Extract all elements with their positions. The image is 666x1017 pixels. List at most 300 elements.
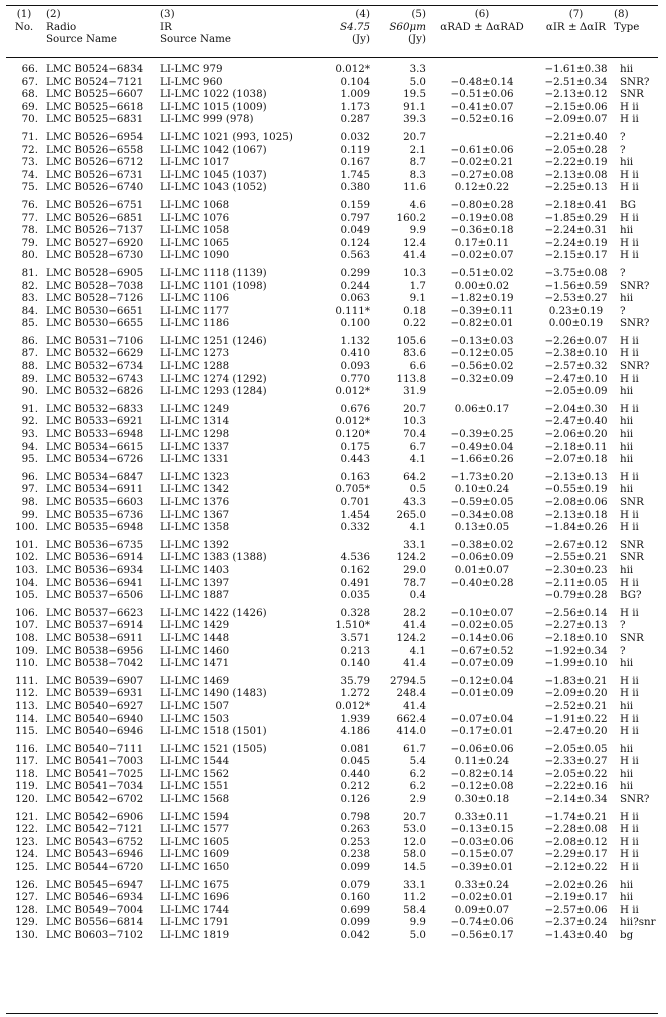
table-row xyxy=(6,63,658,76)
radio-source-name: LMC B0543−6752 xyxy=(46,835,144,848)
ir-source-name: LI-LMC 1288 xyxy=(160,360,230,373)
table-row xyxy=(6,713,658,726)
row-number: 66. xyxy=(21,63,38,75)
source-type: H ii xyxy=(620,168,639,181)
source-type: hii xyxy=(620,767,634,780)
alpha-ir: −1.99±0.10 xyxy=(544,657,608,670)
table-row xyxy=(6,780,658,793)
row-number: 93. xyxy=(21,428,38,441)
alpha-ir: −2.24±0.31 xyxy=(544,224,608,237)
row-number: 129. xyxy=(15,916,38,929)
radio-source-name: LMC B0539−6907 xyxy=(46,674,144,687)
ir-source-name: LI-LMC 1562 xyxy=(160,767,230,780)
ir-source-name: LI-LMC 1273 xyxy=(160,347,230,360)
alpha-ir: −2.12±0.22 xyxy=(544,861,608,874)
ir-source-name: LI-LMC 1609 xyxy=(160,848,230,861)
source-type: H ii xyxy=(620,521,639,534)
flux-60um: 6.6 xyxy=(409,360,426,373)
source-type: H ii xyxy=(620,113,639,126)
flux-60um: 124.2 xyxy=(396,551,426,564)
alpha-ir: −2.57±0.06 xyxy=(544,903,608,916)
source-type: SNR? xyxy=(620,793,650,806)
radio-source-name: LMC B0541−7025 xyxy=(46,767,144,780)
row-number: 89. xyxy=(21,372,38,385)
table-row xyxy=(6,836,658,849)
radio-source-name: LMC B0532−6826 xyxy=(46,385,144,398)
source-type: hii xyxy=(620,63,634,75)
alpha-rad: −0.51±0.02 xyxy=(450,266,514,279)
row-number: 101. xyxy=(15,538,38,551)
ir-source-name: LI-LMC 1503 xyxy=(160,712,230,725)
ir-source-name: LI-LMC 1022 (1038) xyxy=(160,88,267,101)
radio-source-name: LMC B0524−7121 xyxy=(46,75,144,88)
alpha-rad xyxy=(426,589,538,602)
ir-source-name: LI-LMC 1429 xyxy=(160,619,230,632)
header-col-8: (8) Type xyxy=(614,8,640,33)
flux-60um: 53.0 xyxy=(403,823,426,836)
radio-source-name: LMC B0542−7121 xyxy=(46,823,144,836)
source-type: H ii xyxy=(620,712,639,725)
alpha-ir: 0.23±0.19 xyxy=(548,304,604,317)
ir-source-name: LI-LMC 1887 xyxy=(160,589,230,602)
ir-source-name: LI-LMC 1376 xyxy=(160,496,230,508)
alpha-ir: −2.15±0.06 xyxy=(544,100,608,113)
table-row xyxy=(6,916,658,929)
ir-source-name: LI-LMC 1819 xyxy=(160,929,230,941)
alpha-rad xyxy=(426,63,538,76)
alpha-ir: −2.13±0.12 xyxy=(544,88,608,101)
table-row xyxy=(6,725,658,738)
alpha-rad: −1.73±0.20 xyxy=(450,470,514,483)
radio-source-name: LMC B0540−6940 xyxy=(46,712,144,725)
flux-4-75: 0.063 xyxy=(340,292,370,305)
ir-source-name: LI-LMC 1469 xyxy=(160,674,230,687)
ir-source-name: LI-LMC 1568 xyxy=(160,793,230,806)
alpha-ir: −2.47±0.10 xyxy=(544,372,608,385)
flux-60um: 41.4 xyxy=(403,619,426,632)
ir-source-name: LI-LMC 979 xyxy=(160,63,223,75)
flux-4-75: 0.159 xyxy=(340,198,370,211)
alpha-ir: −2.05±0.09 xyxy=(544,385,608,398)
alpha-ir: −1.43±0.40 xyxy=(544,929,608,941)
flux-60um: 61.7 xyxy=(403,742,426,755)
radio-source-name: LMC B0526−6731 xyxy=(46,168,144,181)
top-rule xyxy=(6,5,658,6)
alpha-rad: −0.13±0.03 xyxy=(450,334,514,347)
ir-source-name: LI-LMC 1403 xyxy=(160,563,230,576)
alpha-ir: −2.56±0.14 xyxy=(544,606,608,619)
flux-60um: 58.0 xyxy=(403,848,426,861)
row-number: 96. xyxy=(21,470,38,483)
row-number: 119. xyxy=(15,780,38,793)
source-type: H ii xyxy=(620,861,639,874)
header-col-2: (2) Radio Source Name xyxy=(46,8,117,45)
radio-source-name: LMC B0526−6558 xyxy=(46,143,144,156)
row-number: 71. xyxy=(21,130,38,143)
alpha-rad: 0.30±0.18 xyxy=(454,793,510,806)
table-row xyxy=(6,330,658,348)
source-type: ? xyxy=(620,130,626,143)
ir-source-name: LI-LMC 1650 xyxy=(160,861,230,874)
flux-4-75: 0.410 xyxy=(340,347,370,360)
table-row xyxy=(6,224,658,237)
row-number: 120. xyxy=(15,793,38,806)
alpha-ir: −2.04±0.30 xyxy=(544,402,608,415)
row-number: 90. xyxy=(21,385,38,398)
ir-source-name: LI-LMC 1696 xyxy=(160,891,230,904)
flux-60um: 4.1 xyxy=(409,644,426,657)
ir-source-name: LI-LMC 1342 xyxy=(160,483,230,496)
alpha-ir: −2.24±0.19 xyxy=(544,236,608,249)
flux-60um: 5.0 xyxy=(409,75,426,88)
table-row xyxy=(6,509,658,522)
flux-60um: 9.9 xyxy=(409,916,426,929)
row-number: 122. xyxy=(15,823,38,836)
flux-60um: 2.9 xyxy=(409,793,426,806)
table-row xyxy=(6,738,658,756)
flux-60um: 414.0 xyxy=(396,725,426,738)
table-row xyxy=(6,551,658,564)
radio-source-name: LMC B0545−6947 xyxy=(46,878,144,891)
ir-source-name: LI-LMC 1577 xyxy=(160,823,230,836)
source-type: SNR? xyxy=(620,279,650,292)
row-number: 116. xyxy=(15,742,38,755)
flux-4-75: 0.100 xyxy=(340,317,370,330)
alpha-rad: −0.12±0.04 xyxy=(450,674,514,687)
table-row xyxy=(6,347,658,360)
radio-source-name: LMC B0539−6931 xyxy=(46,687,144,700)
row-number: 91. xyxy=(21,402,38,415)
table-row xyxy=(6,496,658,509)
ir-source-name: LI-LMC 1101 (1098) xyxy=(160,279,267,292)
alpha-ir: −2.27±0.13 xyxy=(544,619,608,632)
ir-source-name: LI-LMC 1383 (1388) xyxy=(160,551,267,564)
flux-60um: 41.4 xyxy=(403,249,426,262)
flux-60um: 12.0 xyxy=(403,835,426,848)
flux-60um: 58.4 xyxy=(403,903,426,916)
flux-4-75 xyxy=(320,534,370,552)
alpha-ir: −2.52±0.21 xyxy=(544,699,608,712)
table-row xyxy=(6,848,658,861)
table-row xyxy=(6,891,658,904)
alpha-ir: −2.14±0.34 xyxy=(544,793,608,806)
table-row xyxy=(6,632,658,645)
flux-60um: 83.6 xyxy=(403,347,426,360)
table-row xyxy=(6,657,658,670)
radio-source-name: LMC B0534−6847 xyxy=(46,470,144,483)
radio-source-name: LMC B0532−6743 xyxy=(46,372,144,385)
row-number: 123. xyxy=(15,835,38,848)
alpha-ir: −2.18±0.10 xyxy=(544,631,608,644)
flux-4-75: 1.272 xyxy=(340,687,370,700)
flux-4-75: 1.745 xyxy=(340,168,370,181)
radio-source-name: LMC B0524−6834 xyxy=(46,63,144,75)
alpha-rad: 0.00±0.02 xyxy=(454,279,510,292)
ir-source-name: LI-LMC 1298 xyxy=(160,428,230,441)
radio-source-name: LMC B0537−6506 xyxy=(46,589,144,602)
source-type: hii xyxy=(620,453,634,466)
alpha-ir: −2.18±0.41 xyxy=(544,198,608,211)
flux-60um: 0.5 xyxy=(409,483,426,496)
flux-60um: 0.4 xyxy=(409,589,426,602)
flux-4-75: 4.536 xyxy=(340,551,370,564)
alpha-rad: −0.49±0.04 xyxy=(450,440,514,453)
alpha-rad: −1.66±0.26 xyxy=(450,453,514,466)
row-number: 130. xyxy=(15,929,38,941)
ir-source-name: LI-LMC 1675 xyxy=(160,878,230,891)
row-number: 115. xyxy=(15,725,38,738)
row-number: 125. xyxy=(15,861,38,874)
alpha-rad: −0.12±0.05 xyxy=(450,347,514,360)
ir-source-name: LI-LMC 1118 (1139) xyxy=(160,266,267,279)
source-type: H ii xyxy=(620,347,639,360)
flux-60um: 14.5 xyxy=(403,861,426,874)
flux-4-75: 0.238 xyxy=(340,848,370,861)
table-row xyxy=(6,806,658,824)
table-row xyxy=(6,262,658,280)
table-row xyxy=(6,577,658,590)
flux-4-75: 0.012* xyxy=(335,415,370,428)
table-header xyxy=(6,8,658,46)
flux-4-75: 4.186 xyxy=(340,725,370,738)
table-row xyxy=(6,212,658,225)
row-number: 109. xyxy=(15,644,38,657)
ir-source-name: LI-LMC 1076 xyxy=(160,211,230,224)
alpha-ir: −2.05±0.28 xyxy=(544,143,608,156)
alpha-rad xyxy=(426,385,538,398)
flux-60um: 10.3 xyxy=(403,415,426,428)
flux-4-75: 0.244 xyxy=(340,279,370,292)
source-type: hii xyxy=(620,878,634,891)
flux-60um: 4.1 xyxy=(409,453,426,466)
alpha-ir: −2.05±0.22 xyxy=(544,767,608,780)
flux-4-75: 0.797 xyxy=(340,211,370,224)
alpha-rad: −0.10±0.07 xyxy=(450,606,514,619)
ir-source-name: LI-LMC 1021 (993, 1025) xyxy=(160,130,293,143)
ir-source-name: LI-LMC 1090 xyxy=(160,249,230,262)
flux-4-75: 0.443 xyxy=(340,453,370,466)
ir-source-name: LI-LMC 1065 xyxy=(160,236,230,249)
flux-4-75: 0.253 xyxy=(340,835,370,848)
row-number: 88. xyxy=(21,360,38,373)
alpha-ir: −1.74±0.21 xyxy=(544,810,608,823)
row-number: 105. xyxy=(15,589,38,602)
ir-source-name: LI-LMC 960 xyxy=(160,75,223,88)
flux-4-75: 1.132 xyxy=(340,334,370,347)
ir-source-name: LI-LMC 1323 xyxy=(160,470,230,483)
flux-4-75: 0.140 xyxy=(340,657,370,670)
alpha-rad: 0.12±0.22 xyxy=(454,181,510,194)
row-number: 73. xyxy=(21,156,38,169)
flux-4-75: 3.571 xyxy=(340,631,370,644)
source-type: H ii xyxy=(620,334,639,347)
source-type: ? xyxy=(620,619,626,632)
alpha-ir: −2.47±0.40 xyxy=(544,415,608,428)
flux-4-75: 0.163 xyxy=(340,470,370,483)
flux-60um: 28.2 xyxy=(403,606,426,619)
alpha-ir: −2.51±0.34 xyxy=(544,75,608,88)
flux-4-75: 0.798 xyxy=(340,810,370,823)
table-row xyxy=(6,602,658,620)
alpha-rad: −0.39±0.11 xyxy=(450,304,514,317)
ir-source-name: LI-LMC 1017 xyxy=(160,156,230,169)
radio-source-name: LMC B0536−6934 xyxy=(46,563,144,576)
flux-4-75: 0.032 xyxy=(340,130,370,143)
radio-source-name: LMC B0534−6615 xyxy=(46,440,144,453)
row-number: 126. xyxy=(15,878,38,891)
source-type: BG? xyxy=(620,589,642,602)
row-number: 81. xyxy=(21,266,38,279)
source-type: hii xyxy=(620,657,634,670)
ir-source-name: LI-LMC 1422 (1426) xyxy=(160,606,267,619)
radio-source-name: LMC B0603−7102 xyxy=(46,929,144,941)
alpha-ir: −2.33±0.27 xyxy=(544,755,608,768)
alpha-rad: −0.39±0.25 xyxy=(450,428,514,441)
flux-4-75: 0.081 xyxy=(340,742,370,755)
row-number: 121. xyxy=(15,810,38,823)
flux-4-75: 0.167 xyxy=(340,156,370,169)
flux-60um: 11.2 xyxy=(403,891,426,904)
alpha-ir: −2.57±0.32 xyxy=(544,360,608,373)
alpha-rad: −0.13±0.15 xyxy=(450,823,514,836)
ir-source-name: LI-LMC 1518 (1501) xyxy=(160,725,267,738)
alpha-ir: −2.30±0.23 xyxy=(544,563,608,576)
ir-source-name: LI-LMC 1314 xyxy=(160,415,230,428)
flux-60um: 5.4 xyxy=(409,755,426,768)
table-row xyxy=(6,589,658,602)
source-type: H ii xyxy=(620,848,639,861)
radio-source-name: LMC B0546−6934 xyxy=(46,891,144,904)
alpha-rad: 0.09±0.07 xyxy=(454,903,510,916)
flux-4-75: 0.079 xyxy=(340,878,370,891)
flux-60um: 39.3 xyxy=(403,113,426,126)
source-type: SNR xyxy=(620,538,644,551)
alpha-ir: −2.26±0.07 xyxy=(544,334,608,347)
alpha-rad: 0.01±0.07 xyxy=(454,563,510,576)
source-type: ? xyxy=(620,266,626,279)
flux-4-75: 0.012* xyxy=(335,63,370,75)
flux-4-75: 1.454 xyxy=(340,508,370,521)
ir-source-name: LI-LMC 1042 (1067) xyxy=(160,143,267,156)
alpha-rad: −0.34±0.08 xyxy=(450,508,514,521)
flux-60um: 10.3 xyxy=(403,266,426,279)
source-type: hii xyxy=(620,699,634,712)
source-type: H ii xyxy=(620,606,639,619)
alpha-rad: −0.07±0.09 xyxy=(450,657,514,670)
source-type: hii xyxy=(620,292,634,305)
alpha-ir: −2.21±0.40 xyxy=(544,130,608,143)
header-col-4: (4) S4.75 (Jy) xyxy=(340,8,370,45)
flux-4-75: 0.012* xyxy=(335,699,370,712)
radio-source-name: LMC B0542−6906 xyxy=(46,810,144,823)
source-type: hii?snr xyxy=(620,916,656,929)
flux-60um: 6.7 xyxy=(409,440,426,453)
table-row xyxy=(6,861,658,874)
row-number: 110. xyxy=(15,657,38,670)
radio-source-name: LMC B0537−6914 xyxy=(46,619,144,632)
alpha-ir: −0.79±0.28 xyxy=(544,589,608,602)
radio-source-name: LMC B0534−6726 xyxy=(46,453,144,466)
source-type: hii xyxy=(620,440,634,453)
flux-60um: 43.3 xyxy=(403,496,426,508)
table-row xyxy=(6,292,658,305)
table-row xyxy=(6,373,658,386)
alpha-rad: −0.56±0.17 xyxy=(450,929,514,941)
row-number: 74. xyxy=(21,168,38,181)
alpha-ir: −2.13±0.08 xyxy=(544,168,608,181)
alpha-rad: −0.82±0.01 xyxy=(450,317,514,330)
radio-source-name: LMC B0536−6941 xyxy=(46,576,144,589)
flux-60um: 6.2 xyxy=(409,780,426,793)
ir-source-name: LI-LMC 1249 xyxy=(160,402,230,415)
alpha-ir: −2.22±0.19 xyxy=(544,156,608,169)
row-number: 72. xyxy=(21,143,38,156)
ir-source-name: LI-LMC 1251 (1246) xyxy=(160,334,267,347)
alpha-rad: −0.14±0.06 xyxy=(450,631,514,644)
flux-4-75: 0.049 xyxy=(340,224,370,237)
flux-4-75: 0.705* xyxy=(335,483,370,496)
ir-source-name: LI-LMC 1337 xyxy=(160,440,230,453)
radio-source-name: LMC B0536−6735 xyxy=(46,538,144,551)
flux-60um: 9.9 xyxy=(409,224,426,237)
alpha-rad: 0.10±0.24 xyxy=(454,483,510,496)
alpha-rad: −0.51±0.06 xyxy=(450,88,514,101)
flux-4-75: 0.263 xyxy=(340,823,370,836)
alpha-ir: −2.06±0.20 xyxy=(544,428,608,441)
radio-source-name: LMC B0526−6712 xyxy=(46,156,144,169)
row-number: 67. xyxy=(21,75,38,88)
table-row xyxy=(6,929,658,942)
flux-60um: 91.1 xyxy=(403,100,426,113)
alpha-ir: −2.37±0.24 xyxy=(544,916,608,929)
radio-source-name: LMC B0530−6651 xyxy=(46,304,144,317)
alpha-rad: 0.17±0.11 xyxy=(454,236,510,249)
alpha-rad: −0.36±0.18 xyxy=(450,224,514,237)
alpha-rad: −0.17±0.01 xyxy=(450,725,514,738)
source-type: ? xyxy=(620,644,626,657)
radio-source-name: LMC B0535−6948 xyxy=(46,521,144,534)
alpha-ir: −2.15±0.17 xyxy=(544,249,608,262)
flux-60um: 33.1 xyxy=(403,878,426,891)
source-type: hii xyxy=(620,385,634,398)
table-row xyxy=(6,280,658,293)
radio-source-name: LMC B0541−7003 xyxy=(46,755,144,768)
bottom-rule xyxy=(6,1013,658,1014)
alpha-rad: −0.07±0.04 xyxy=(450,712,514,725)
alpha-rad: 0.33±0.24 xyxy=(454,878,510,891)
flux-4-75: 0.045 xyxy=(340,755,370,768)
source-type: SNR xyxy=(620,631,644,644)
flux-60um: 1.7 xyxy=(409,279,426,292)
source-type: H ii xyxy=(620,508,639,521)
alpha-ir: −2.02±0.26 xyxy=(544,878,608,891)
alpha-rad: −0.40±0.28 xyxy=(450,576,514,589)
radio-source-name: LMC B0544−6720 xyxy=(46,861,144,874)
source-type: hii xyxy=(620,224,634,237)
ir-source-name: LI-LMC 1045 (1037) xyxy=(160,168,267,181)
radio-source-name: LMC B0525−6607 xyxy=(46,88,144,101)
flux-4-75: 1.510* xyxy=(335,619,370,632)
radio-source-name: LMC B0543−6946 xyxy=(46,848,144,861)
flux-60um: 2.1 xyxy=(409,143,426,156)
flux-4-75: 0.440 xyxy=(340,767,370,780)
source-type: hii xyxy=(620,563,634,576)
ir-source-name: LI-LMC 1397 xyxy=(160,576,230,589)
source-type: SNR xyxy=(620,88,644,101)
flux-60um: 662.4 xyxy=(396,712,426,725)
ir-source-name: LI-LMC 1471 xyxy=(160,657,230,670)
radio-source-name: LMC B0528−7126 xyxy=(46,292,144,305)
